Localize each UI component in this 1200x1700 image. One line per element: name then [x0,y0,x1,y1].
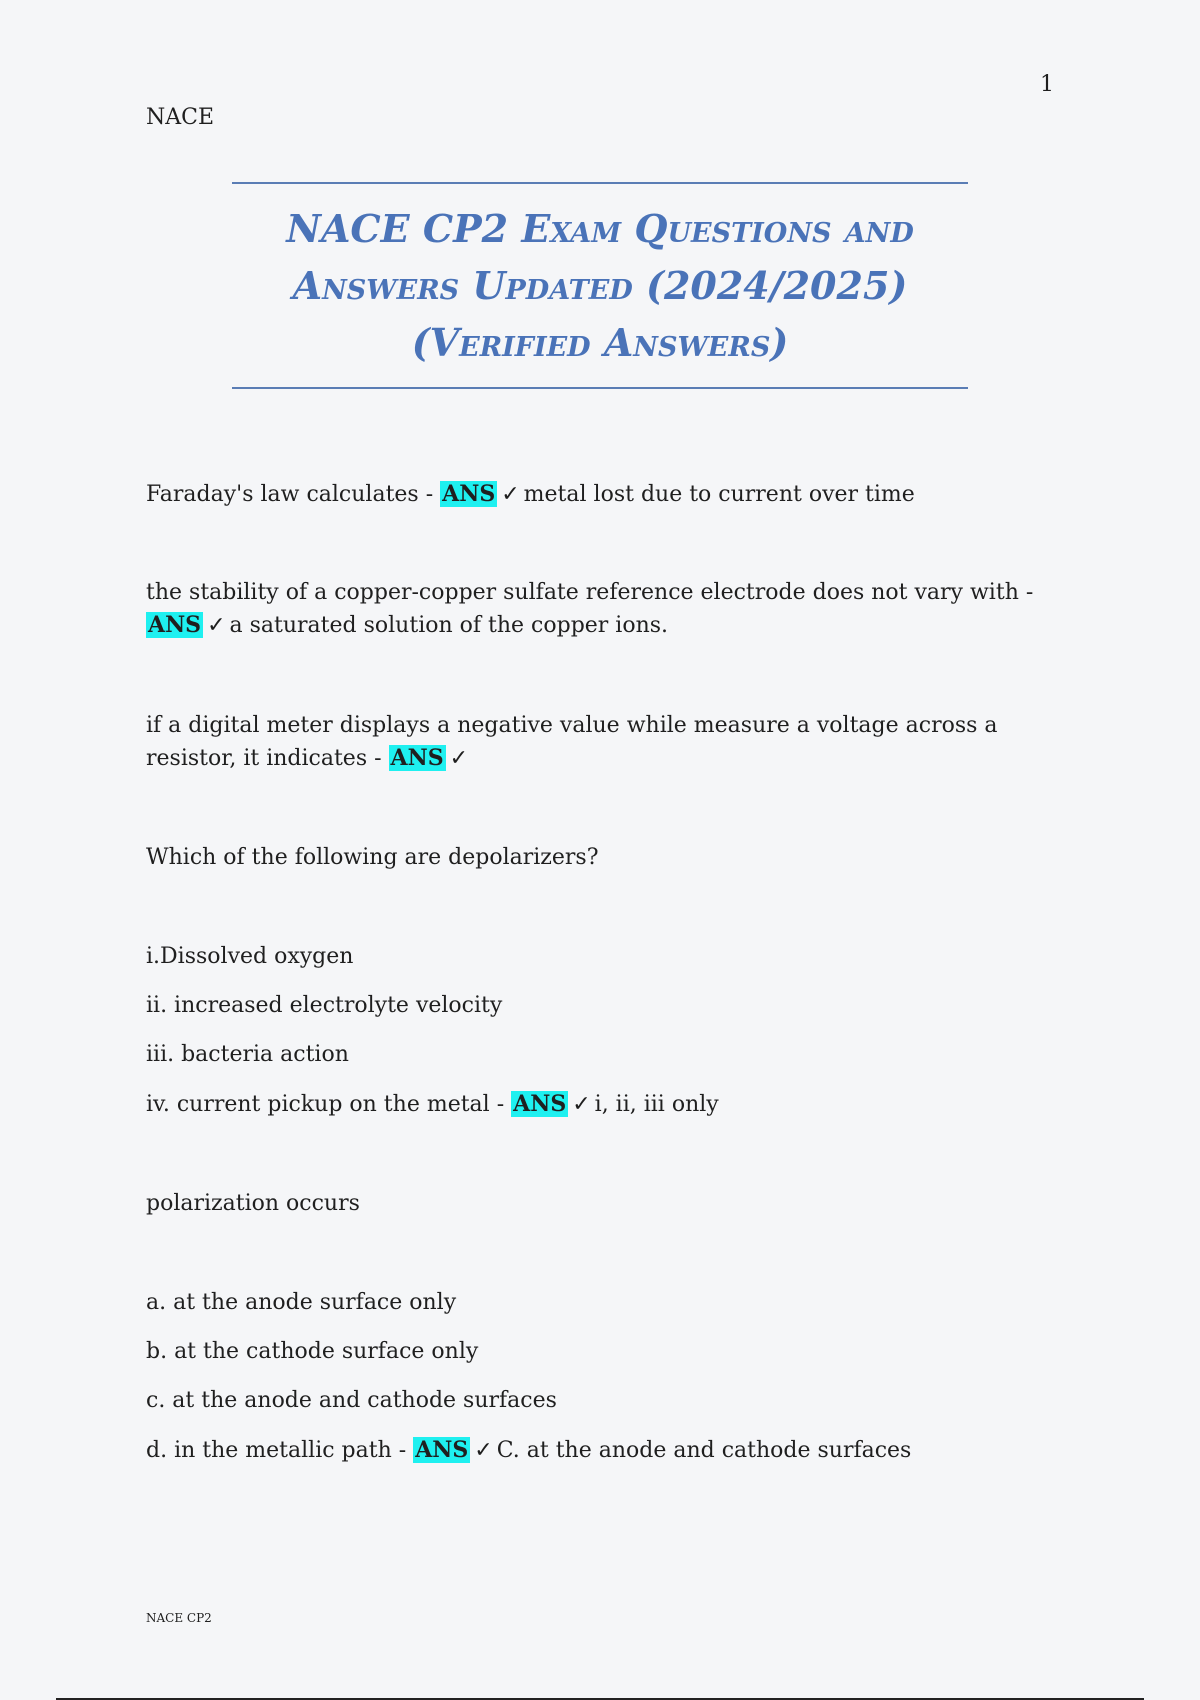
question-5: polarization occurs [146,1191,360,1216]
question-text: if a digital meter displays a negative value while measure a voltage across a [146,713,998,738]
question-3 [146,710,1046,775]
question-text: the stability of a copper-copper sulfate reference electrode does not vary with - [146,580,1034,605]
question-text-cont: resistor, it indicates - [146,746,389,771]
question-4: Which of the following are depolarizers? [146,845,599,870]
title-line-1: NACE CP2 Exam Questions and [286,206,914,251]
footer-label: NACE CP2 [146,1611,212,1625]
checkmark-icon: ✓ [572,1092,591,1117]
ans-badge: ANS [148,612,202,638]
option-item: iii. bacteria action [146,1042,349,1067]
option-item: d. in the metallic path - [146,1438,414,1463]
checkmark-icon: ✓ [449,746,469,771]
question-2 [146,577,1046,642]
answer-text: i, ii, iii only [594,1092,719,1117]
answer-text: a saturated solution of the copper ions. [229,613,669,638]
checkmark-icon: ✓ [501,482,520,507]
ans-badge: ANS [390,745,444,771]
option-list-5 [146,1287,1046,1483]
option-item: iv. current pickup on the metal - [146,1092,512,1117]
option-item: i.Dissolved oxygen [146,944,354,969]
checkmark-icon: ✓ [474,1438,493,1463]
option-item: b. at the cathode surface only [146,1339,479,1364]
title-line-2: Answers Updated (2024/2025) [292,263,908,308]
document-title [232,200,968,371]
title-line-3: (Verified Answers) [411,320,789,365]
title-top-rule [232,182,968,184]
option-list-4 [146,941,1046,1137]
ans-badge: ANS [415,1437,469,1463]
answer-text: metal lost due to current over time [523,482,915,507]
option-item: a. at the anode surface only [146,1290,457,1315]
option-item: ii. increased electrolyte velocity [146,993,503,1018]
question-text: Faraday's law calculates - [146,482,441,507]
page-number: 1 [1040,72,1054,97]
ans-badge: ANS [513,1091,567,1117]
title-bottom-rule [232,387,968,389]
answer-text: C. at the anode and cathode surfaces [496,1438,912,1463]
ans-badge: ANS [442,481,496,507]
question-1 [146,478,1046,511]
header-label: NACE [146,105,215,130]
option-item: c. at the anode and cathode surfaces [146,1388,557,1413]
checkmark-icon: ✓ [207,613,226,638]
